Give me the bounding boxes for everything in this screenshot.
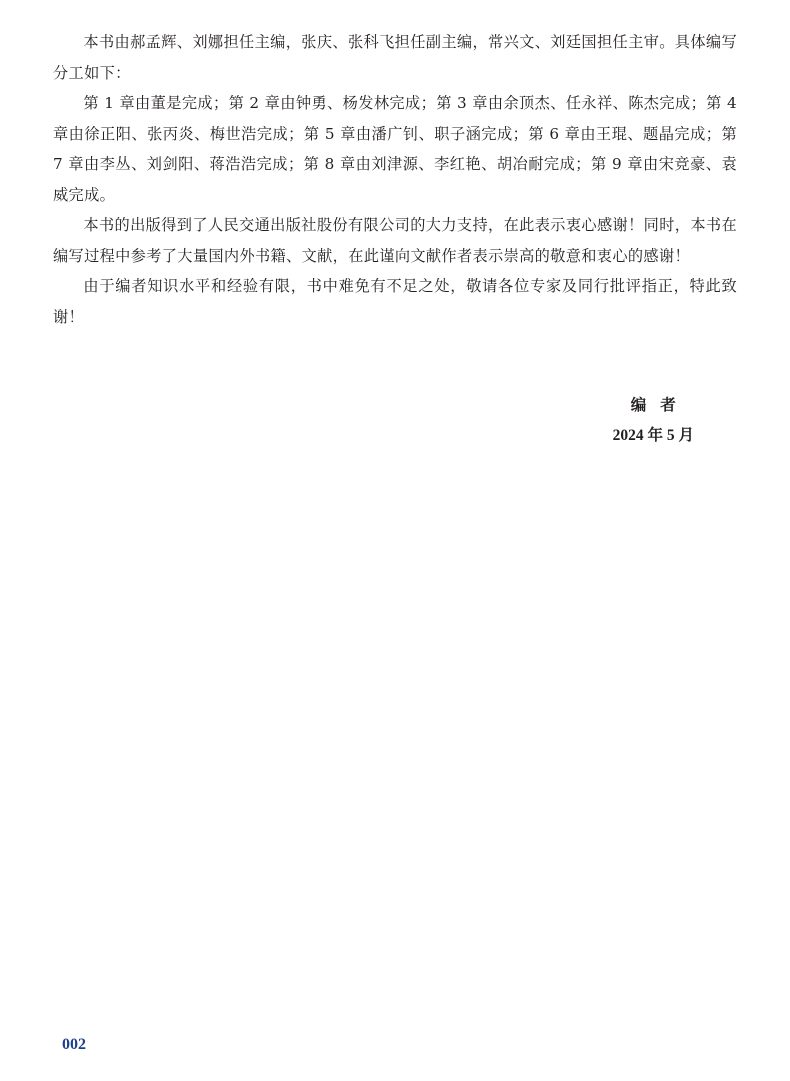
paragraph-closing: 由于编者知识水平和经验有限，书中难免有不足之处，敬请各位专家及同行批评指正，特此致谢！: [53, 277, 737, 326]
preface-body: [53, 27, 737, 332]
signature-author: 编者: [630, 397, 690, 414]
paragraph-chapter-assignments: 第 1 章由董是完成；第 2 章由钟勇、杨发林完成；第 3 章由余顶杰、任永祥、陈杰完成；第 4 章由徐正阳、张丙炎、梅世浩完成；第 5 章由潘广钊、职子涵完成；第 6 章由王琨、题晶完成；第 7 章由李丛、刘剑阳、蒋浩浩完成；第 8 章由刘津源、李红艳、胡冶耐完成；第 9 章由宋竞豪、袁威完成。: [53, 94, 737, 204]
paragraph-acknowledgement: 本书的出版得到了人民交通出版社股份有限公司的大力支持，在此表示衷心感谢！同时，本书在编写过程中参考了大量国内外书籍、文献，在此谨向文献作者表示崇高的敬意和衷心的感谢！: [53, 216, 737, 265]
page-number: 002: [62, 1036, 86, 1053]
paragraph-editors: 本书由郝孟辉、刘娜担任主编，张庆、张科飞担任副主编，常兴文、刘廷国担任主审。具体编写分工如下：: [53, 33, 737, 82]
signature-date: 2024 年 5 月: [612, 427, 694, 444]
signature-block: [613, 391, 694, 451]
